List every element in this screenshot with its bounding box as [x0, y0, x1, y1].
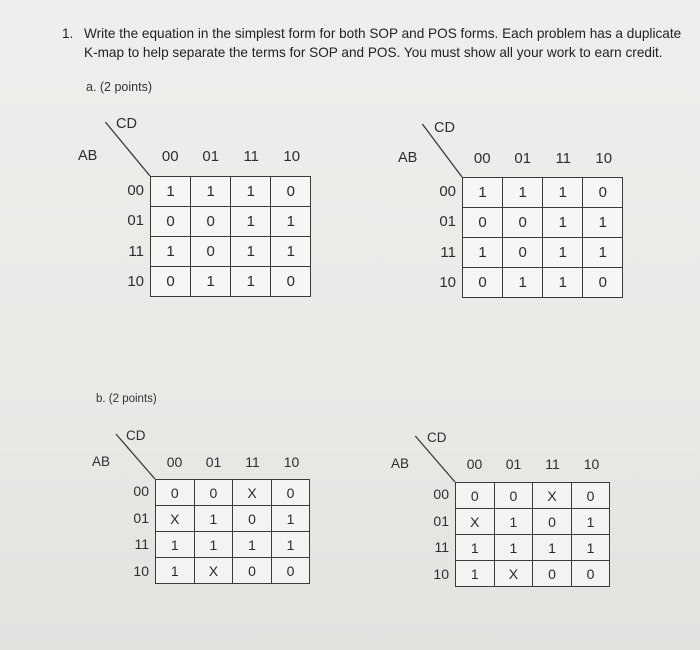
kmap-cell: 1: [271, 506, 310, 532]
kmap-cell: X: [156, 506, 195, 532]
kmap-cell: 1: [156, 532, 195, 558]
kmap-cell: 0: [271, 558, 310, 584]
kmap-row-variables: AB: [391, 456, 410, 471]
kmap-row-header: 00: [127, 181, 144, 199]
kmap-cell: 0: [233, 506, 272, 532]
kmap-cell: 0: [191, 237, 231, 267]
kmap-grid: [455, 482, 610, 587]
kmap-grid-row: [151, 237, 311, 267]
kmap-cell: 1: [583, 208, 623, 238]
kmap-column-variables: CD: [126, 428, 146, 443]
part-a-label: a. (2 points): [86, 80, 153, 94]
kmap-cell: 1: [191, 177, 231, 207]
kmap-cell: 0: [463, 268, 503, 298]
kmap-a-pos: [398, 118, 628, 303]
kmap-cell: 0: [271, 480, 310, 506]
kmap-row-header: 01: [433, 512, 449, 529]
kmap-cell: X: [456, 509, 495, 535]
kmap-cell: 1: [571, 535, 610, 561]
kmap-row-header: 01: [133, 509, 149, 526]
kmap-column-header: 00: [166, 454, 183, 470]
kmap-cell: 0: [571, 561, 610, 587]
kmap-column-header: 01: [202, 148, 220, 165]
kmap-cell: X: [233, 480, 272, 506]
kmap-cell: 1: [271, 532, 310, 558]
kmap-grid: [150, 176, 311, 297]
kmap-row-header: 11: [128, 242, 144, 260]
kmap-cell: 0: [191, 207, 231, 237]
kmap-cell: 1: [494, 535, 533, 561]
kmap-column-header: 10: [583, 456, 600, 472]
kmap-cell: 1: [543, 178, 583, 208]
kmap-a-sop: [78, 116, 316, 302]
kmap-b-sop: [92, 428, 315, 589]
kmap-cell: 0: [583, 178, 623, 208]
kmap-cell: 0: [494, 483, 533, 509]
kmap-grid-row: [463, 208, 623, 238]
kmap-cell: 1: [231, 177, 271, 207]
kmap-column-header: 10: [283, 148, 301, 165]
kmap-grid-row: [456, 509, 610, 535]
kmap-cell: 0: [503, 238, 543, 268]
kmap-cell: 1: [271, 237, 311, 267]
kmap-column-header: 11: [243, 148, 260, 165]
kmap-cell: 1: [543, 268, 583, 298]
kmap-row-header: 11: [440, 243, 456, 261]
kmap-cell: 0: [194, 480, 233, 506]
kmap-column-header: 11: [555, 150, 572, 167]
kmap-grid-row: [463, 268, 623, 298]
kmap-cell: 1: [571, 509, 610, 535]
kmap-cell: 1: [231, 207, 271, 237]
kmap-column-header: 01: [514, 150, 532, 167]
kmap-row-variables: AB: [92, 454, 111, 469]
kmap-grid-row: [463, 238, 623, 268]
kmap-row-header: 00: [133, 483, 149, 500]
kmap-column-header: 00: [473, 150, 491, 167]
kmap-cell: 1: [503, 268, 543, 298]
kmap-cell: 0: [233, 558, 272, 584]
kmap-cell: 1: [231, 267, 271, 297]
kmap-grid-row: [463, 178, 623, 208]
kmap-column-header: 00: [161, 148, 179, 165]
kmap-row-header: 11: [434, 539, 449, 556]
kmap-cell: 0: [571, 483, 610, 509]
kmap-cell: 1: [191, 267, 231, 297]
kmap-grid-row: [151, 267, 311, 297]
kmap-corner-diagonal: [78, 116, 152, 178]
kmap-grid: [155, 479, 310, 584]
kmap-cell: 1: [151, 177, 191, 207]
kmap-cell: 0: [271, 267, 311, 297]
kmap-column-header: 01: [505, 456, 522, 472]
kmap-column-variables: CD: [434, 120, 455, 136]
kmap-cell: 1: [156, 558, 195, 584]
kmap-cell: 0: [156, 480, 195, 506]
kmap-grid-row: [156, 506, 310, 532]
kmap-cell: 0: [533, 561, 572, 587]
kmap-cell: X: [194, 558, 233, 584]
kmap-cell: 1: [463, 238, 503, 268]
kmap-column-header: 00: [466, 456, 483, 472]
kmap-column-variables: CD: [116, 116, 137, 132]
kmap-cell: 0: [583, 268, 623, 298]
kmap-column-header: 11: [245, 454, 260, 470]
kmap-row-header: 10: [433, 565, 449, 582]
kmap-column-header: 10: [595, 150, 613, 167]
kmap-cell: 1: [533, 535, 572, 561]
kmap-cell: 1: [456, 535, 495, 561]
kmap-cell: 0: [151, 207, 191, 237]
kmap-row-header: 01: [127, 212, 144, 230]
kmap-cell: 1: [503, 178, 543, 208]
kmap-cell: X: [533, 483, 572, 509]
kmap-grid-row: [456, 535, 610, 561]
kmap-grid-row: [151, 207, 311, 237]
kmap-column-header: 01: [205, 454, 222, 470]
kmap-row-header: 00: [439, 182, 456, 200]
kmap-b-pos: [391, 430, 615, 592]
kmap-row-header: 00: [433, 486, 449, 503]
kmap-cell: 1: [271, 207, 311, 237]
kmap-grid-row: [156, 532, 310, 558]
kmap-grid-row: [151, 177, 311, 207]
kmap-cell: 0: [533, 509, 572, 535]
kmap-row-header: 10: [133, 562, 149, 579]
kmap-cell: 0: [503, 208, 543, 238]
kmap-grid: [462, 177, 623, 298]
kmap-cell: 1: [231, 237, 271, 267]
kmap-cell: 0: [456, 483, 495, 509]
kmap-cell: 1: [543, 208, 583, 238]
kmap-cell: 1: [463, 178, 503, 208]
question-prompt: [62, 24, 682, 62]
kmap-cell: 0: [463, 208, 503, 238]
question-number: 1.: [62, 26, 74, 41]
kmap-grid-row: [156, 558, 310, 584]
kmap-column-header: 10: [283, 454, 300, 470]
kmap-cell: 1: [456, 561, 495, 587]
kmap-grid-row: [456, 561, 610, 587]
kmap-cell: 1: [494, 509, 533, 535]
kmap-grid-row: [156, 480, 310, 506]
kmap-cell: 1: [194, 506, 233, 532]
kmap-cell: 0: [271, 177, 311, 207]
kmap-row-header: 11: [134, 536, 149, 553]
kmap-row-variables: AB: [398, 150, 418, 166]
kmap-row-header: 10: [127, 273, 144, 291]
kmap-cell: 0: [151, 267, 191, 297]
kmap-row-header: 10: [439, 274, 456, 292]
kmap-column-variables: CD: [427, 430, 447, 445]
kmap-grid-row: [456, 483, 610, 509]
kmap-cell: 1: [233, 532, 272, 558]
kmap-cell: 1: [543, 238, 583, 268]
kmap-cell: 1: [151, 237, 191, 267]
kmap-cell: 1: [194, 532, 233, 558]
question-text: Write the equation in the simplest form for both SOP and POS forms. Each problem has a duplicate K-map to help separate the terms for SOP and POS. You must show all your work to earn credit.: [84, 26, 682, 60]
part-b-label: b. (2 points): [96, 393, 157, 405]
kmap-row-header: 01: [439, 213, 456, 231]
kmap-cell: X: [494, 561, 533, 587]
kmap-row-variables: AB: [78, 148, 98, 164]
kmap-column-header: 11: [545, 456, 560, 472]
kmap-cell: 1: [583, 238, 623, 268]
